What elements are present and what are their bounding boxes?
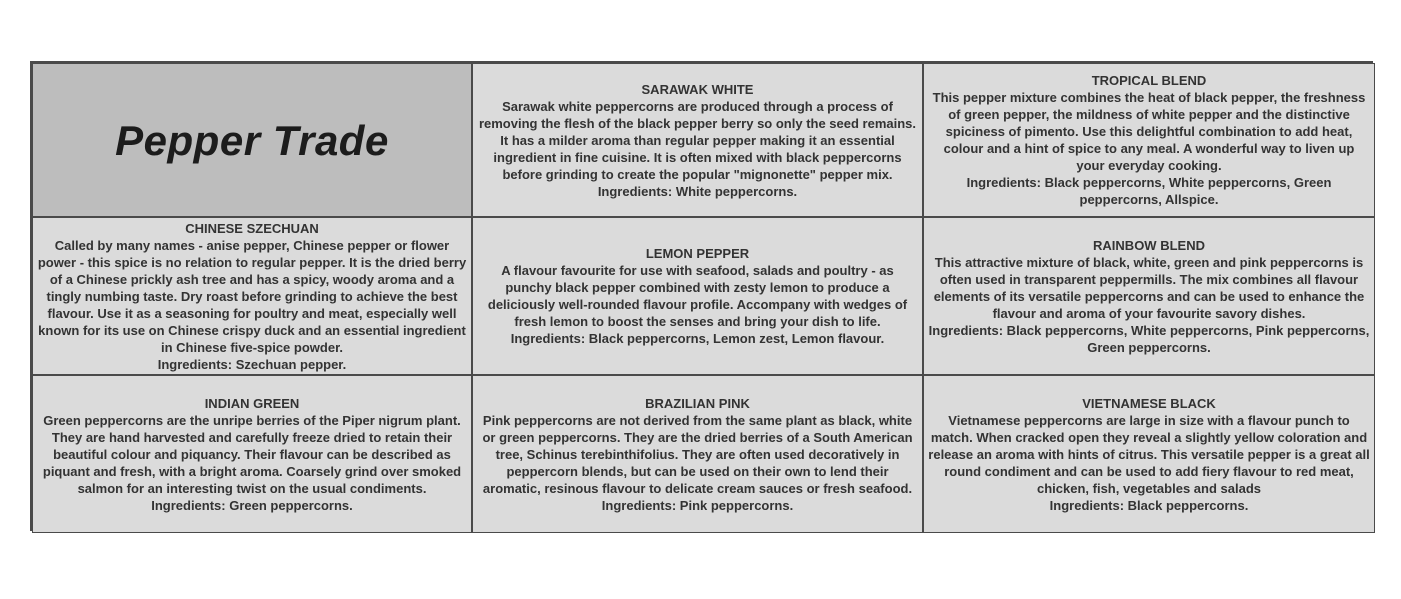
card-title: CHINESE SZECHUAN: [185, 220, 319, 236]
pepper-card-tropical-blend: [923, 63, 1375, 217]
card-ingredients: Ingredients: White peppercorns.: [597, 183, 798, 199]
brand-cell: [32, 63, 472, 217]
card-description: Pink peppercorns are not derived from the same plant as black, white or green peppercorns. They are the dried berries of a South American tree, Schinus terebinthifolius. They are often used decoratively in peppercorn blends, but can be used on their own to lend their aromatic, resinous flavour to delicate cream sauces or fresh seafood.: [482, 412, 913, 496]
card-title: INDIAN GREEN: [204, 395, 300, 411]
pepper-card-sarawak-white: [472, 63, 923, 217]
card-ingredients: Ingredients: Szechuan pepper.: [157, 356, 347, 372]
card-ingredients: Ingredients: Black peppercorns.: [1049, 497, 1249, 513]
card-ingredients: Ingredients: Pink peppercorns.: [601, 497, 794, 513]
card-title: TROPICAL BLEND: [1091, 73, 1207, 88]
card-title: RAINBOW BLEND: [1093, 237, 1205, 253]
card-description: Vietnamese peppercorns are large in size with a flavour punch to match. When cracked open they reveal a slightly yellow coloration and release an aroma with hints of citrus. This versatile pepper is a great all round condiment and can be used to add fiery flavour to red meat, chicken, fish, vegetables and salads: [928, 412, 1370, 496]
card-description: Green peppercorns are the unripe berries of the Piper nigrum plant. They are hand harvested and carefully freeze dried to retain their beautiful colour and piquancy. Their flavour can be described as piquant and fresh, with a bright aroma. Coarsely grind over smoked salmon for an interesting twist on the usual condiments.: [42, 412, 462, 496]
card-title: VIETNAMESE BLACK: [1082, 395, 1216, 411]
card-description: This attractive mixture of black, white, green and pink peppercorns is often used in transparent peppermills. The mix combines all flavour elements of its versatile peppercorns and can be used to enhance the flavour and aroma of your favourite savory dishes.: [933, 254, 1365, 321]
card-ingredients: Ingredients: Black peppercorns, White peppercorns, Green peppercorns, Allspice.: [966, 175, 1332, 207]
card-description: This pepper mixture combines the heat of black pepper, the freshness of green pepper, the mildness of white pepper and the distinctive spiciness of pimento. Use this delightful combination to add heat, colour and a hint of spice to any meal. A wonderful way to liven up your everyday cooking.: [932, 90, 1366, 173]
pepper-card-vietnamese-black: [923, 375, 1375, 533]
brand-title: Pepper Trade: [115, 116, 389, 164]
card-ingredients: Ingredients: Black peppercorns, Lemon zest, Lemon flavour.: [510, 331, 885, 346]
pepper-table: [30, 61, 1373, 531]
card-title: LEMON PEPPER: [645, 246, 750, 261]
card-description: Called by many names - anise pepper, Chinese pepper or flower power - this spice is no relation to regular pepper. It is the dried berry of a Chinese prickly ash tree and has a spicy, woody aroma and a tingly numbing taste. Dry roast before grinding to achieve the best flavour. Use it as a seasoning for poultry and meat, especially well known for its use on Chinese crispy duck and an essential ingredient in Chinese five-spice powder.: [37, 237, 467, 355]
card-description: A flavour favourite for use with seafood, salads and poultry - as punchy black pepper combined with zesty lemon to produce a deliciously well-rounded flavour profile. Accompany with wedges of fresh lemon to boost the senses and bring your dish to life.: [487, 263, 908, 329]
pepper-card-chinese-szechuan: [32, 217, 472, 375]
pepper-card-rainbow-blend: [923, 217, 1375, 375]
pepper-card-lemon-pepper: [472, 217, 923, 375]
card-ingredients: Ingredients: Black peppercorns, White peppercorns, Pink peppercorns, Green peppercorns.: [928, 322, 1370, 355]
card-title: SARAWAK WHITE: [641, 81, 754, 97]
pepper-card-indian-green: [32, 375, 472, 533]
card-description: Sarawak white peppercorns are produced through a process of removing the flesh of the black pepper berry so only the seed remains. It has a milder aroma than regular pepper making it an essential ingredient in fine cuisine. It is often mixed with black peppercorns before grinding to create the popular "mignonette" pepper mix.: [478, 98, 917, 182]
card-ingredients: Ingredients: Green peppercorns.: [151, 497, 353, 513]
card-title: BRAZILIAN PINK: [645, 395, 750, 411]
pepper-card-brazilian-pink: [472, 375, 923, 533]
